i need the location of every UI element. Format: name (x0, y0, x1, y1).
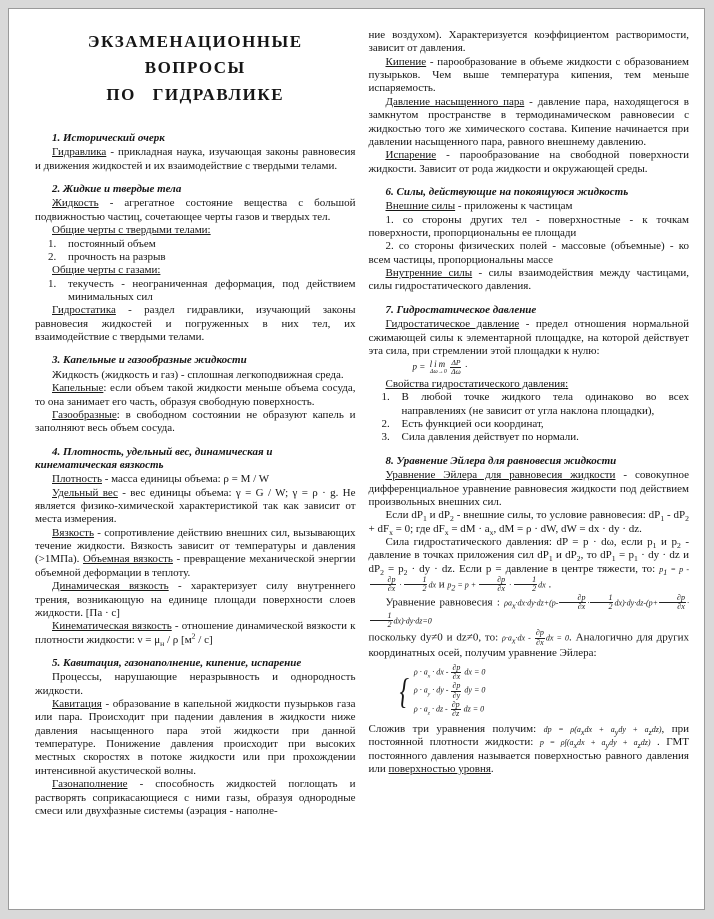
list-item (48, 278, 356, 305)
text-run: dz = 0 (461, 704, 485, 714)
paragraph (35, 473, 356, 486)
two-column-layout (35, 29, 689, 818)
text-run: - внешние силы, то условие равновесия: dP (453, 509, 661, 522)
section-heading: 8. Уравнение Эйлера для равновесия жидкости (385, 454, 617, 467)
text-run: 2 (380, 567, 384, 577)
section-heading: 7. Гидростатическое давление (385, 303, 537, 316)
paragraph (35, 264, 356, 277)
text-run: и p (656, 535, 677, 548)
text-run: . ГМТ постоянного давления называется поверхностью равного давления или (368, 736, 690, 775)
fraction: $\frac{\Delta P}{\Delta\omega}$ (451, 358, 461, 377)
paragraph (369, 214, 690, 241)
document-page (8, 8, 705, 910)
text-run: ρ·a (502, 633, 512, 643)
fraction: $\frac{\partial p}{\partial x}$ (559, 594, 586, 612)
text-run: , то dP (580, 549, 612, 562)
text-run: 2 (676, 541, 681, 551)
paragraph (35, 369, 356, 382)
paragraph (35, 224, 356, 237)
list-item-text (402, 418, 690, 431)
text-run: = dM · a (448, 522, 490, 535)
text-run: Уравнение Эйлера для равновесия жидкости (385, 469, 616, 482)
list-item (382, 431, 690, 444)
text-run: x (444, 527, 449, 537)
text-run: - давление в точках приложения сил dP (368, 535, 690, 562)
text-run: Вязкость (52, 526, 95, 539)
equation-line (414, 664, 485, 682)
text-run: + dF (368, 522, 390, 535)
fraction: $\frac{\partial p}{\partial x}$ (370, 576, 397, 594)
text-run: x (511, 601, 516, 611)
paragraph (369, 56, 690, 96)
text-run: . (545, 578, 552, 591)
doc-title-line1: ЭКЗАМЕНАЦИОННЫЕ ВОПРОСЫ (87, 32, 303, 78)
text-run: dz) (651, 724, 662, 734)
text-run: · (397, 580, 404, 590)
equation-line (414, 682, 485, 700)
text-run: x (389, 527, 393, 537)
text-run: 2. со стороны физических полей - массовые (объемные) - ко всем частицы, пропорциональны массе (368, 240, 689, 266)
text-run: · dy - (430, 686, 451, 696)
text-run: поскольку dy≠0 и dz≠0, то: (368, 631, 503, 644)
list-item (48, 238, 356, 251)
paragraph (35, 197, 356, 224)
text-run: 2 (450, 514, 454, 524)
text-run: : если объем такой жидкости меньше объема сосуда, то она занимает его часть, образуя свободную поверхность. (35, 382, 356, 408)
text-run: . (490, 762, 494, 775)
text-run: текучесть - неограниченная деформация, под действием минимальных сил (68, 277, 356, 303)
text-run: · dz - (429, 704, 450, 714)
paragraph (35, 580, 356, 620)
text-run: · dx - (430, 667, 451, 677)
text-run: Сила давления действует по нормали. (401, 431, 579, 444)
fraction: $\frac{1}{2}$ (590, 594, 613, 612)
text-run: Объемная вязкость (82, 553, 173, 566)
equation-system (397, 663, 690, 720)
text-run: и (436, 578, 448, 591)
text-run: ρa (504, 598, 512, 608)
text-run: 1. со стороны других тел - поверхностные - к точкам поверхности, пропорциональны ее площади (368, 213, 689, 240)
text-run: 1 (663, 567, 668, 577)
text-run: - масса единицы объема: ρ = M / W (101, 473, 270, 486)
text-run: dx (428, 580, 437, 590)
text-run: - dP (664, 509, 686, 522)
section-heading: 3. Капельные и газообразные жидкости (52, 354, 247, 367)
text-run: y (614, 728, 619, 738)
text-run: и dP (426, 509, 451, 522)
paragraph (369, 267, 690, 294)
text-run: - отношение динамической вязкости к плотности жидкости: ν = μ (35, 620, 356, 646)
text-run: Свойства гидростатического давления: (385, 378, 569, 391)
text-run: = 0; где dF (392, 522, 445, 535)
text-run: - способность жидкостей поглощать и растворять соприкасающиеся с ними газы, образуя однородные смеси или двухфазные системы (аэрация - наполне- (35, 778, 356, 817)
text-run: Гидростатическое давление (385, 318, 520, 331)
text-run: / с] (195, 633, 213, 646)
text-run: - парообразование на свободной поверхности жидкости. Зависит от рода жидкости и окружающей среды. (368, 149, 689, 175)
text-run: z (648, 728, 652, 738)
paragraph (35, 304, 356, 344)
text-run: 1 (548, 554, 553, 564)
text-run: - агрегатное состояние вещества с большой подвижностью частиц, сочетающее черты газов и твердых тел. (35, 197, 356, 223)
doc-title-line2: ПО ГИДРАВЛИКЕ (106, 84, 285, 104)
paragraph (35, 409, 356, 436)
text-run: поверхностью уровня (388, 762, 491, 775)
text-run: ρ · a (413, 667, 428, 677)
fraction: $\frac{\partial p}{\partial y}$ (452, 681, 461, 700)
text-run: x (511, 637, 516, 646)
paragraph (35, 382, 356, 409)
section-heading: 6. Силы, действующие на покоящуюся жидкость (385, 185, 629, 198)
text-run: ние воздухом). Характеризуется коэффициентом растворимости, зависит от давления. (368, 29, 689, 55)
text-run: Процессы, нарушающие неразрывность и однородность жидкости. (35, 671, 356, 697)
text-run: y (605, 741, 610, 751)
paragraph (369, 536, 690, 594)
text-run: dx = 0 (462, 667, 486, 677)
text-run: dx + a (584, 724, 615, 734)
equation-line (414, 701, 485, 719)
text-run: x (580, 728, 585, 738)
paragraph (369, 149, 690, 176)
text-run: - вес единицы объема: γ = G / W; γ = ρ · g. Не является физико-химической характеристикой так как зависит от места измерения. (35, 486, 356, 526)
fraction: $\frac{\partial p}{\partial x}$ (479, 576, 506, 594)
paragraph (35, 146, 356, 173)
paragraph (369, 29, 690, 56)
text-run: z (427, 710, 430, 717)
fraction: $\frac{1}{2}$ (404, 576, 427, 594)
text-run: - совокупное дифференциальное уравнение равновесия жидкости под действием произвольных внешних сил. (368, 469, 689, 508)
text-run: 1 (422, 514, 427, 524)
text-run: - приложены к частицам (455, 200, 573, 213)
fraction: $\frac{\partial p}{\partial x}$ (659, 594, 686, 612)
text-run: dx = 0 (545, 633, 570, 643)
text-run: · dy · dz. Если p = давление в центре тяжести, то: (407, 562, 660, 575)
text-run: Есть функцией оси координат, (401, 418, 544, 431)
system-brace-icon: { (399, 671, 409, 711)
text-run: Газообразные (52, 408, 117, 421)
text-run: постоянный объем (68, 237, 156, 250)
list-item-text (402, 431, 690, 444)
text-run: p = ρ∫(a (539, 738, 574, 748)
text-run: Испарение (385, 149, 437, 162)
list-item-text (68, 251, 356, 264)
text-run: прочность на разрыв (68, 250, 166, 263)
text-run: Гидростатика (52, 304, 116, 317)
text-run: - сопротивление действию внешних сил, вызывающих течение жидкости. Вязкость зависит от температуры и давления (>1МПа). (35, 526, 356, 566)
paragraph (369, 469, 690, 509)
limit-operator: lim Δω→0 (429, 359, 448, 376)
text-run: p (447, 580, 452, 590)
text-run: - раздел гидравлики, изучающий законы равновесия жидкостей и погруженных в них тел, их взаимодействие с твердыми телами. (35, 304, 356, 344)
list-number: 2. (48, 250, 57, 263)
text-run: y (427, 691, 431, 698)
text-run: 1 (652, 541, 657, 551)
fraction: $\frac{1}{2}$ (370, 612, 393, 630)
text-run: Гидравлика (52, 146, 107, 159)
text-run: · (587, 598, 590, 608)
text-run: · (507, 580, 514, 590)
text-run: Если dP (385, 509, 423, 522)
text-run: - предел отношения нормальной сжимающей силы к элементарной площадке, на которой действует эта сила, при стремлении этой площадки к нулю: (368, 318, 690, 357)
fraction: $\frac{\partial p}{\partial x}$ (535, 628, 544, 647)
list-item (382, 391, 690, 418)
paragraph (369, 318, 690, 358)
text-run: = p (383, 562, 404, 575)
text-run: Внешние силы (385, 200, 456, 213)
text-run: · (462, 361, 468, 372)
text-run: 2 (451, 583, 456, 593)
text-run: - характеризует силу внутреннего трения, возникающую на единице площади поверхности слоев жидкости. [Па · с] (35, 580, 356, 619)
text-run: 1 (633, 554, 638, 564)
list-item (48, 251, 356, 264)
text-run: 1 (660, 514, 665, 524)
text-run: Капельные (52, 382, 104, 395)
fraction: $\frac{\partial p}{\partial x}$ (452, 662, 461, 681)
list-item-text (68, 278, 356, 305)
paragraph (369, 240, 690, 267)
text-run: Уравнение равновесия : (385, 596, 505, 609)
text-run: x (427, 672, 431, 679)
section-heading: 1. Исторический очерк (52, 132, 165, 145)
text-run: и dP (552, 549, 577, 562)
text-run: - образование в капельной жидкости пузырьков газа или пара. Происходит при падении давления в жидкости ниже давления насыщенного пара этой жидкости при данной температуре. Понижение давления происходит при высоких местных скоростях в потоке жидкости или при прохождении интенсивной акустической волны. (35, 698, 356, 777)
paragraph (35, 620, 356, 647)
list-number: 1. (48, 277, 57, 290)
list-number: 1. (381, 391, 390, 404)
column-right (369, 29, 690, 818)
text-run: - превращение механической энергии объемной деформации в теплоту. (35, 553, 356, 579)
paragraph (369, 594, 690, 630)
text-run: ·dx - (515, 633, 534, 643)
text-run: / ρ [м (164, 633, 192, 646)
text-run: · (687, 598, 689, 608)
text-run: Общие черты с твердыми телами: (52, 224, 211, 237)
text-run: Жидкость (52, 197, 99, 210)
text-run: - силы взаимодействия между частицами, силы гидростатического давления. (368, 267, 689, 293)
doc-title (35, 29, 356, 108)
fraction: $\frac{1}{2}$ (514, 576, 537, 594)
paragraph (35, 698, 356, 778)
text-run: Удельный вес (52, 486, 118, 499)
list-item (382, 418, 690, 431)
text-run: dx (538, 580, 546, 590)
section-heading: 2. Жидкие и твердые тела (52, 183, 182, 196)
text-run: dp = ρ(a (543, 724, 581, 734)
list-item-text (402, 391, 690, 418)
formula (413, 359, 690, 376)
text-run: Давление насыщенного пара (385, 95, 525, 108)
text-run: Кинематическая вязкость (52, 620, 172, 633)
text-run: Сила гидростатического давления: dP = p · dω, если p (385, 535, 653, 548)
text-run: x (489, 527, 494, 537)
text-run: Плотность (52, 473, 102, 486)
section-heading: 5. Кавитация, газонаполнение, кипение, испарение (52, 656, 302, 669)
paragraph (369, 378, 690, 391)
section-heading: 4. Плотность, удельный вес, динамическая и кинематическая вязкость (35, 445, 273, 471)
text-run: , dM = ρ · dW, dW = dx · dy · dz. (493, 522, 642, 535)
text-run: - прикладная наука, изучающая законы равновесия и движения жидкостей и их взаимодействие с твердыми телами. (35, 146, 356, 172)
text-run: dx)·dy·dz=0 (393, 616, 432, 626)
text-run: . Аналогично для других координатных осей, получим уравнение Эйлера: (368, 631, 689, 660)
paragraph (35, 671, 356, 698)
text-run: 2 (685, 514, 689, 524)
text-run: = p + (455, 580, 479, 590)
text-run: Сложив три уравнения получим: (368, 722, 544, 735)
text-run: Газонаполнение (52, 778, 128, 791)
text-run: p (659, 564, 664, 574)
text-run: , при постоянной плотности жидкости: (368, 722, 689, 749)
text-run: В любой точке жидкого тела одинаково во всех направлениях (не зависит от угла наклона площадки), (401, 391, 689, 417)
list-number: 3. (381, 431, 390, 444)
text-run: 1 (611, 554, 616, 564)
text-run: dy + a (618, 724, 649, 734)
paragraph (35, 487, 356, 527)
list-item-text (68, 238, 356, 251)
text-run: ρ · a (413, 686, 428, 696)
text-run: 2 (576, 554, 581, 564)
text-run: Общие черты с газами: (52, 264, 161, 277)
paragraph (369, 200, 690, 213)
list-number: 2. (381, 418, 390, 431)
list-number: 1. (48, 237, 57, 250)
text-run: · dy · dz и dP (368, 549, 689, 575)
text-run: z (637, 741, 641, 751)
paragraph (369, 629, 690, 660)
paragraph (369, 96, 690, 149)
text-run: : в свободном состоянии не образуют капель и заполняют весь объем сосуда. (35, 408, 356, 435)
text-run: dy = 0 (462, 686, 486, 696)
text-run: - давление пара, находящегося в замкнутом пространстве в термодинамическом равновесии с жидкостью того же химического состава. Кипение начинается при давлении насыщенного пара, равного внешнему давлению. (368, 95, 689, 148)
paragraph (35, 527, 356, 580)
column-left (35, 29, 356, 818)
text-run: н (160, 638, 165, 648)
text-run: 2 (191, 630, 196, 640)
text-run: dy + a (609, 738, 638, 748)
text-run: Динамическая вязкость (52, 580, 169, 593)
text-run: dx + a (577, 738, 606, 748)
text-run: = p - (667, 564, 690, 574)
text-run: Внутренние силы (385, 267, 473, 280)
text-run: 2 (403, 567, 408, 577)
text-run: Кипение (385, 55, 427, 68)
text-run: - парообразование в объеме жидкости с образованием пузырьков. Чем выше температура кипения, тем меньше испаряемость. (368, 55, 689, 95)
text-run: ρ · a (413, 704, 428, 714)
text-run: ·dx·dy·dz+(p- (515, 598, 559, 608)
text-run: x (573, 741, 578, 751)
text-run: Кавитация (52, 698, 102, 711)
paragraph (35, 778, 356, 818)
text-run: p = (412, 361, 428, 372)
numbered-list (369, 391, 690, 444)
paragraph (369, 509, 690, 536)
numbered-list (35, 238, 356, 265)
fraction: $\frac{\partial p}{\partial z}$ (451, 700, 460, 719)
text-run: = p (615, 549, 634, 562)
numbered-list (35, 278, 356, 305)
text-run: dz) (640, 738, 651, 748)
text-run: Жидкость (жидкость и газ) - сплошная легкоподвижная среда. (52, 368, 344, 381)
text-run: dx)·dy·dz-(p+ (614, 598, 659, 608)
paragraph (369, 723, 690, 776)
